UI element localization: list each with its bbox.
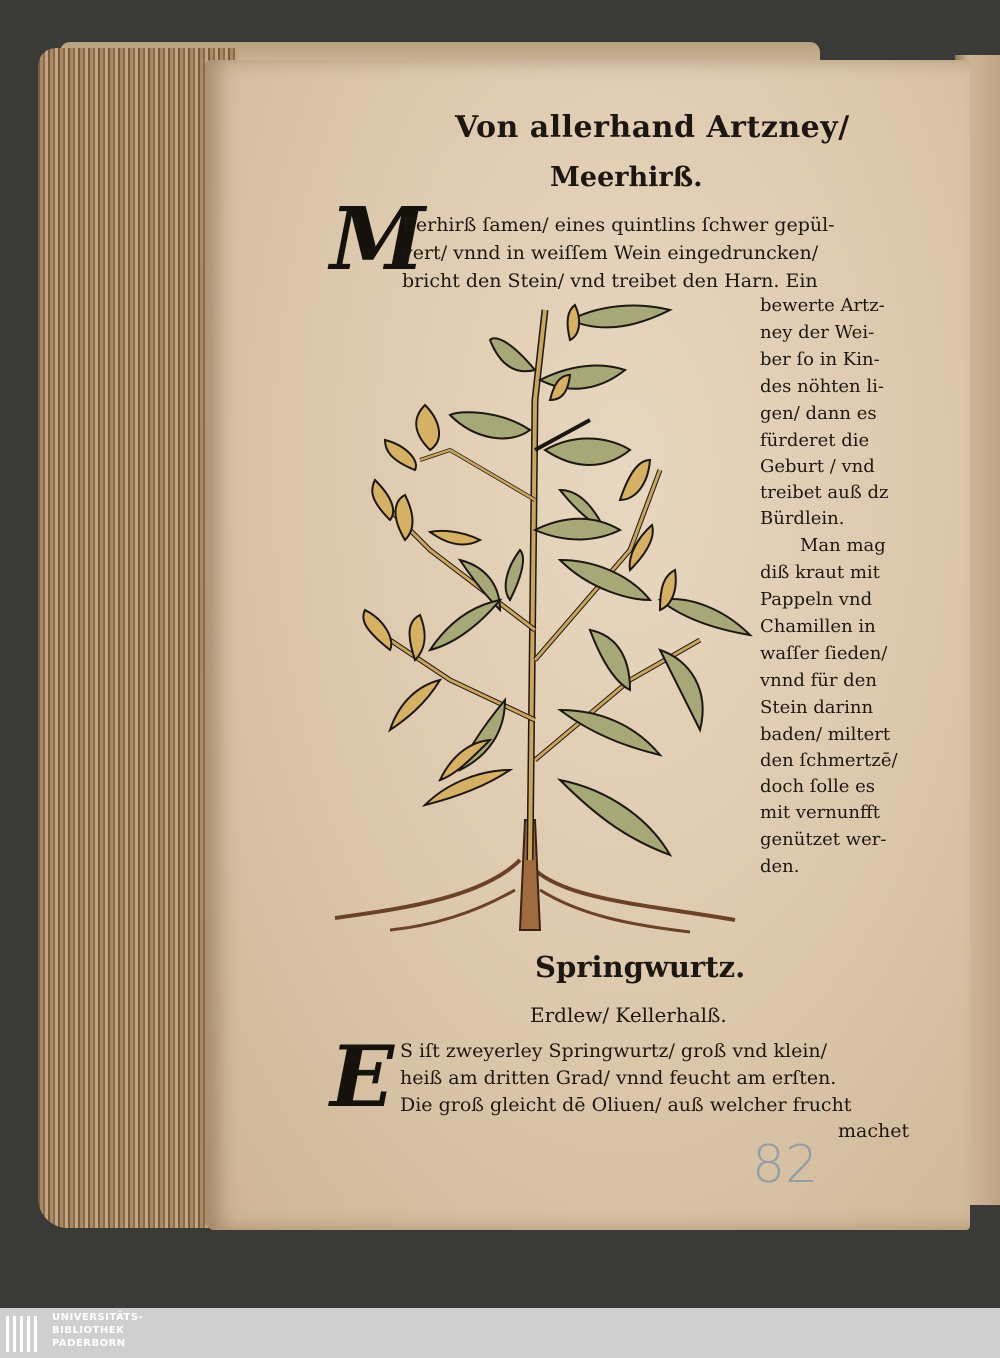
decorated-initial-m: M xyxy=(330,189,426,290)
column-line: gen/ dann es xyxy=(760,403,877,424)
plant-woodcut-icon xyxy=(330,300,760,950)
text-line: Die groß gleicht dē Oliuen/ auß welcher frucht xyxy=(400,1094,852,1116)
text-line: bricht den Stein/ vnd treibet den Harn. Ein xyxy=(402,270,818,292)
column-line: ney der Wei- xyxy=(760,322,875,343)
decorated-initial-e: E xyxy=(330,1027,395,1126)
column-line: waſſer ſieden/ xyxy=(760,643,888,664)
text-line: Eerhirß ſamen/ eines quintlins ſchwer gepül- xyxy=(402,214,835,236)
library-footer xyxy=(0,1308,1000,1358)
column-line: Stein darinn xyxy=(760,697,874,718)
column-line: doch ſolle es xyxy=(760,776,876,797)
running-head: Von allerhand Artzney/ xyxy=(455,110,850,145)
column-line: Geburt / vnd xyxy=(760,456,875,477)
footer-line: BIBLIOTHEK xyxy=(52,1325,125,1336)
pencil-folio-number: 82 xyxy=(752,1135,819,1195)
column-line: den. xyxy=(760,856,800,877)
entry-title-springwurtz: Springwurtz. xyxy=(535,950,746,984)
column-line: vnnd für den xyxy=(760,670,877,691)
entry-synonyms: Erdlew/ Kellerhalß. xyxy=(530,1003,727,1027)
text-line: heiß am dritten Grad/ vnnd feucht am erſten. xyxy=(400,1067,837,1089)
column-line: mit vernunfft xyxy=(760,802,881,823)
column-line: Bürdlein. xyxy=(760,508,845,529)
library-logo-icon xyxy=(4,1314,44,1354)
column-line: genützet wer- xyxy=(760,829,887,850)
column-line: baden/ miltert xyxy=(760,724,891,745)
column-line: ber ſo in Kin- xyxy=(760,349,880,370)
footer-line: UNIVERSITÄTS- xyxy=(52,1312,144,1323)
footer-line: PADERBORN xyxy=(52,1338,126,1349)
text-line: S iſt zweyerley Springwurtz/ groß vnd klein/ xyxy=(400,1040,828,1062)
column-line: Pappeln vnd xyxy=(760,589,873,610)
column-line: treibet auß dz xyxy=(760,482,889,503)
catchword: machet xyxy=(838,1120,910,1142)
column-line: Man mag xyxy=(800,535,886,556)
column-line: den ſchmertzē/ xyxy=(760,750,898,771)
entry-title-meerhirss: Meerhirß. xyxy=(550,162,703,193)
column-line: fürderet die xyxy=(760,430,870,451)
column-line: diß kraut mit xyxy=(760,562,880,583)
column-line: des nöhten li- xyxy=(760,376,884,397)
column-line: bewerte Artz- xyxy=(760,295,885,316)
column-line: Chamillen in xyxy=(760,616,876,637)
text-line: vert/ vnnd in weiſſem Wein eingedruncken/ xyxy=(402,242,819,264)
